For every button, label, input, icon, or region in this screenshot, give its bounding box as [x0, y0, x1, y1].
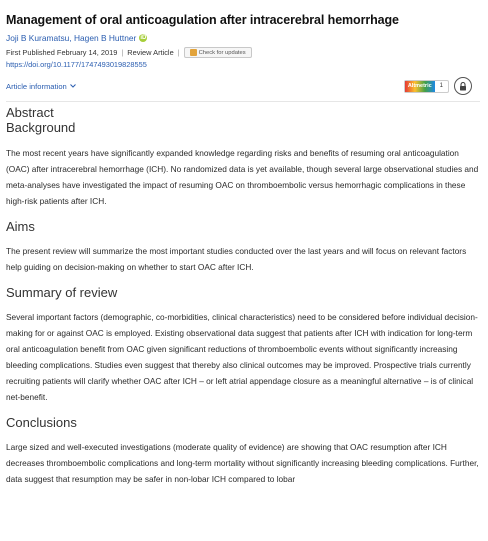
- article-tools: [404, 77, 472, 95]
- crossmark-icon: [190, 49, 197, 56]
- article-information-label: Article information: [6, 81, 67, 91]
- article-page: [6, 0, 480, 541]
- article-info-row: [6, 77, 480, 95]
- meta-separator: |: [121, 48, 124, 57]
- article-type: Review Article: [127, 48, 174, 57]
- doi-link[interactable]: https://doi.org/10.1177/1747493019828555: [6, 60, 147, 69]
- published-date: First Published February 14, 2019: [6, 48, 118, 57]
- check-for-updates-label: Check for updates: [198, 49, 246, 56]
- orcid-icon[interactable]: iD: [140, 35, 147, 41]
- conclusions-heading: Conclusions: [6, 415, 77, 430]
- article-information-toggle[interactable]: [6, 82, 76, 91]
- background-paragraph: The most recent years have significantly expanded knowledge regarding risks and benefits of resuming oral anticoagulation (OAC) after intracerebral hemorrhage (ICH). No randomized data is yet available, though several large observational studies and meta-analyses have investigated the impact of resuming OAC on thromboembolic versus hemorrhagic complications in these high-risk patients after ICH.: [6, 148, 479, 206]
- aims-heading: Aims: [6, 219, 35, 234]
- article-title: Management of oral anticoagulation after intracerebral hemorrhage: [6, 13, 399, 27]
- summary-paragraph: Several important factors (demographic, co-morbidities, clinical characteristics) need to be considered before individual decision-making for or against OAC is employed. Existing observational data suggest that patients after ICH with indication for long-term oral anticoagulation benefit from OAC given significant reductions of thromboembolic events without significantly increasing bleeding complications. Studies even suggest that thereby also clinical outcomes may be improved. Prospective trials currently recruiting patients will clarify whether OAC after ICH – or left atrial appendage closure as a meaningful alternative – is of clinical net-benefit.: [6, 312, 478, 402]
- summary-heading: Summary of review: [6, 285, 118, 300]
- background-heading: Background: [6, 120, 76, 135]
- check-for-updates-button[interactable]: [184, 47, 252, 58]
- header-divider: [6, 101, 480, 102]
- author-list: [6, 33, 480, 43]
- chevron-down-icon: [70, 84, 76, 88]
- authors-link[interactable]: Joji B Kuramatsu, Hagen B Huttner: [6, 33, 137, 43]
- aims-paragraph: The present review will summarize the most important studies conducted over the last years and will focus on relevant factors help guiding on decision-making on whether to start OAC after ICH.: [6, 246, 467, 272]
- meta-separator: |: [177, 48, 180, 57]
- conclusions-paragraph: Large sized and well-executed investigations (moderate quality of evidence) are showing that OAC resumption after ICH decreases thromboembolic complications and long-term mortality without significantly increasing bleeding complications. Further, data suggest that resumption may be safer in non-lobar ICH compared to lobar: [6, 442, 479, 484]
- padlock-glyph: [459, 82, 467, 91]
- altmetric-badge[interactable]: [404, 80, 449, 93]
- abstract-heading: Abstract: [6, 105, 54, 120]
- altmetric-logo: Altmetric: [405, 81, 435, 92]
- publication-meta: [6, 47, 480, 58]
- lock-icon[interactable]: [454, 77, 472, 95]
- altmetric-count: 1: [439, 82, 443, 89]
